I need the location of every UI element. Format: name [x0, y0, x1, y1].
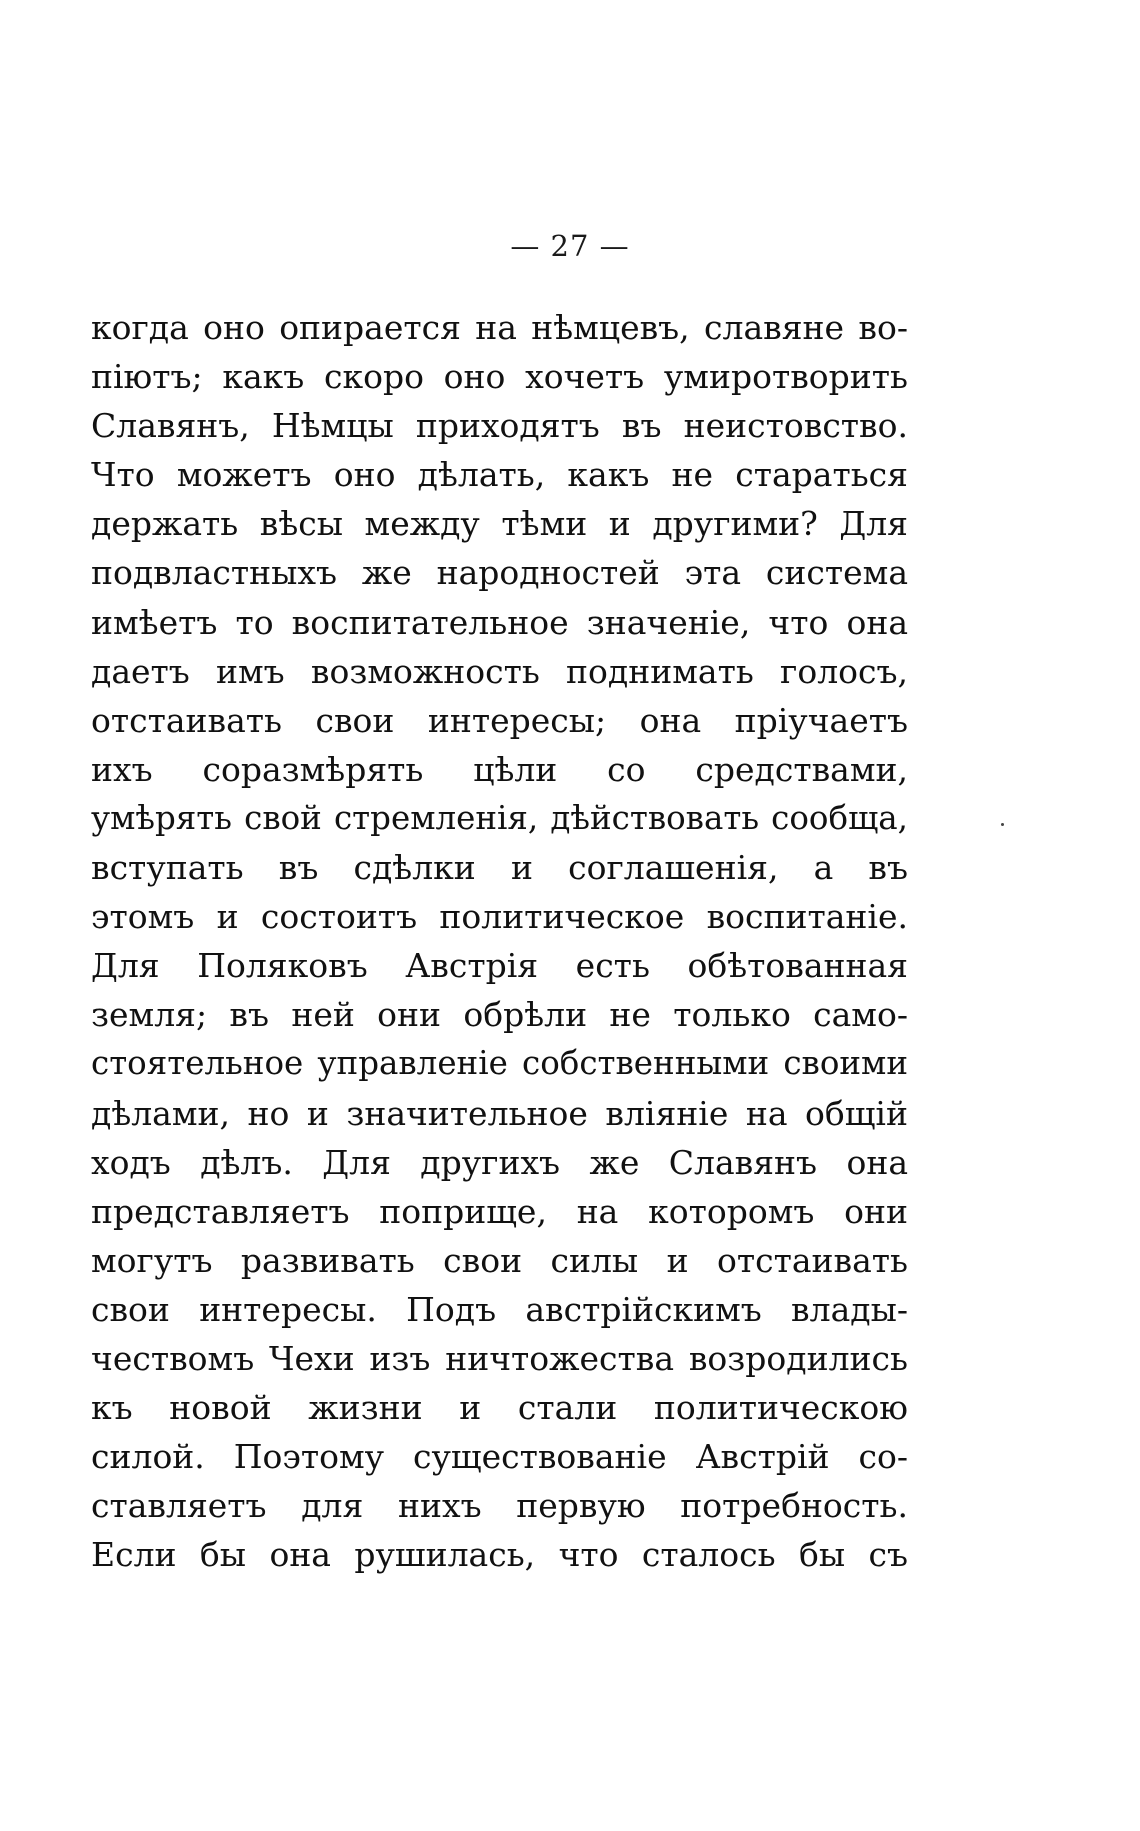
page-number: — 27 — [510, 229, 630, 263]
text-line: земля; въ ней они обрѣли не только само- [91, 995, 908, 1035]
text-line: Если бы она рушилась, что сталось бы съ [91, 1535, 908, 1575]
text-line: имѣетъ то воспитательное значеніе, что она [91, 602, 908, 642]
text-line: этомъ и состоитъ политическое воспитаніе. [91, 897, 908, 937]
text-line: умѣрять свой стремленія, дѣйствовать сообща, [91, 798, 908, 837]
text-line: ихъ соразмѣрять цѣли со средствами, [91, 749, 908, 789]
text-line: даетъ имъ возможность поднимать голосъ, [91, 651, 908, 691]
text-line: Славянъ, Нѣмцы приходятъ въ неистовство. [91, 406, 908, 446]
text-line: къ новой жизни и стали политическою [91, 1388, 908, 1428]
body-text [91, 303, 908, 1579]
text-line: Что можетъ оно дѣлать, какъ не стараться [91, 455, 908, 495]
text-line: подвластныхъ же народностей эта система [91, 553, 908, 593]
text-line: піютъ; какъ скоро оно хочетъ умиротворить [91, 357, 908, 397]
text-line: ходъ дѣлъ. Для другихъ же Славянъ она [91, 1142, 908, 1182]
margin-speck [1001, 823, 1004, 826]
text-line: могутъ развивать свои силы и отстаивать [91, 1240, 908, 1280]
text-line: чествомъ Чехи изъ ничтожества возродились [91, 1338, 908, 1378]
text-line: свои интересы. Подъ австрійскимъ влады- [91, 1289, 908, 1329]
text-line: силой. Поэтому существованіе Австрій со- [91, 1437, 908, 1477]
text-line: представляетъ поприще, на которомъ они [91, 1191, 908, 1231]
text-line: ставляетъ для нихъ первую потребность. [91, 1486, 908, 1526]
text-line: стоятельное управленіе собственными своими [91, 1044, 908, 1083]
text-line: держать вѣсы между тѣми и другими? Для [91, 504, 908, 544]
text-line: отстаивать свои интересы; она пріучаетъ [91, 700, 908, 740]
text-line: Для Поляковъ Австрія есть обѣтованная [91, 946, 908, 986]
text-line: когда оно опирается на нѣмцевъ, славяне во- [91, 308, 908, 347]
text-line: вступать въ сдѣлки и соглашенія, а въ [91, 848, 908, 888]
text-line: дѣлами, но и значительное вліяніе на общій [91, 1093, 908, 1133]
